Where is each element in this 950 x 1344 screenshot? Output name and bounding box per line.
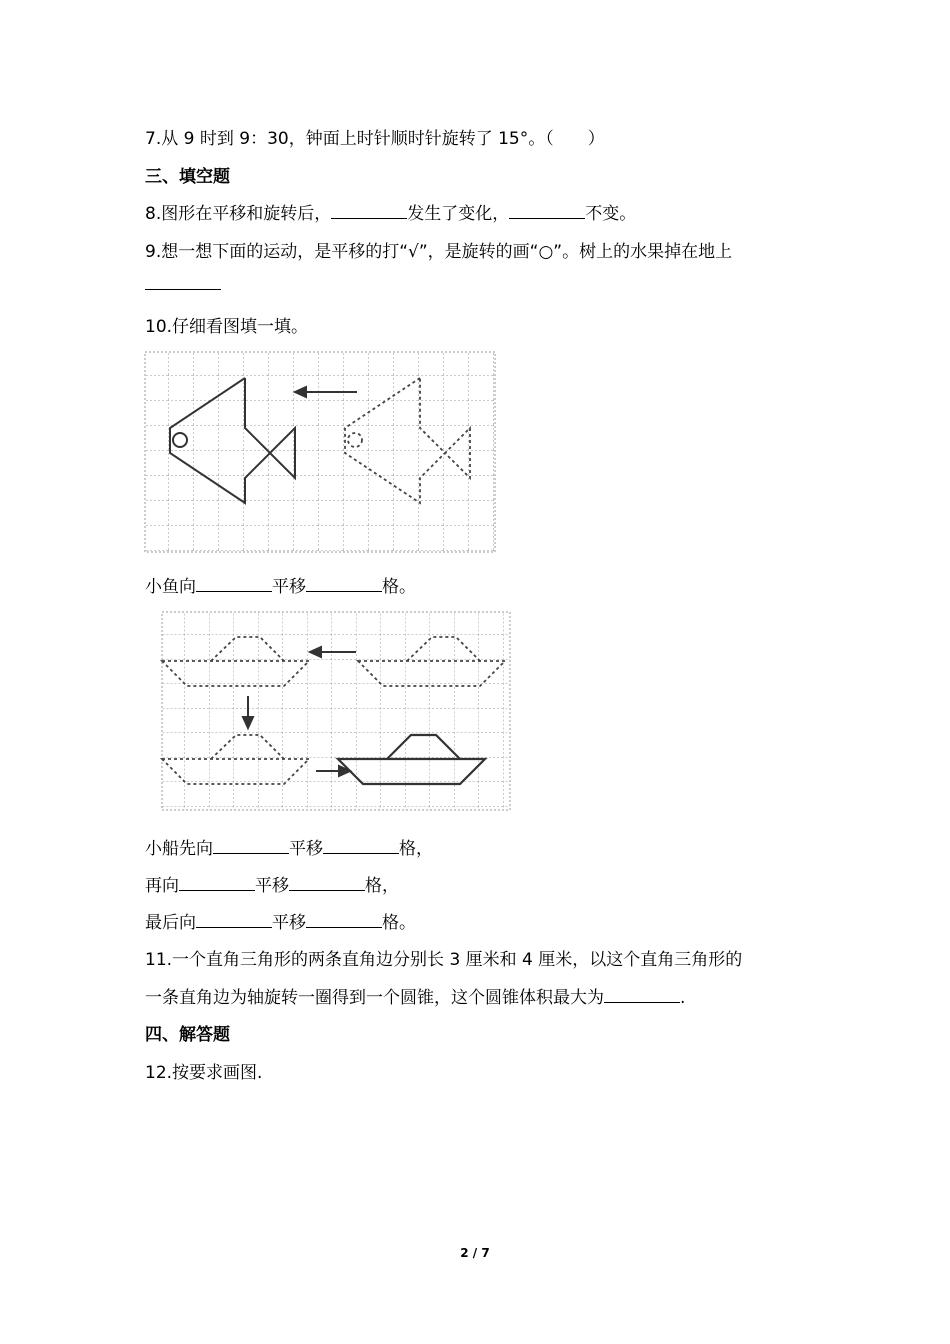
- question-8: [145, 199, 636, 224]
- fish-label-b: 平移: [272, 577, 306, 597]
- boat2-label-b: 平移: [255, 876, 289, 896]
- fish-translation-figure: [143, 350, 497, 555]
- boat1-steps-blank[interactable]: [323, 839, 399, 854]
- question-9: 9.想一想下面的运动，是平移的打“√”，是旋转的画“○”。树上的水果掉在地上: [145, 242, 733, 262]
- boat1-label-a: 小船先向: [145, 839, 213, 859]
- section-4-heading: 四、解答题: [145, 1025, 230, 1045]
- boat3-label-c: 格。: [382, 913, 416, 933]
- page-number: 2 / 7: [460, 1246, 490, 1260]
- boat1-label-b: 平移: [289, 839, 323, 859]
- q8-part-a: 8.图形在平移和旋转后，: [145, 204, 332, 224]
- question-10: 10.仔细看图填一填。: [145, 317, 309, 337]
- question-11-line-1: 11.一个直角三角形的两条直角边分别长 3 厘米和 4 厘米，以这个直角三角形的: [145, 950, 743, 970]
- boat-answer-line-1: [145, 834, 433, 859]
- boat3-direction-blank[interactable]: [196, 913, 272, 928]
- boat2-label-a: 再向: [145, 876, 179, 896]
- q9-answer-line: [145, 275, 221, 295]
- question-7: 7.从 9 时到 9：30，钟面上时针顺时针旋转了 15°。（ ）: [145, 129, 605, 149]
- fish-answer-line: [145, 572, 416, 597]
- boat3-label-a: 最后向: [145, 913, 196, 933]
- q8-part-b: 发生了变化，: [407, 204, 510, 224]
- q8-blank-2[interactable]: [509, 204, 585, 219]
- boat3-label-b: 平移: [272, 913, 306, 933]
- q9-blank[interactable]: [145, 275, 221, 290]
- boat2-label-c: 格，: [365, 876, 399, 896]
- boat2-steps-blank[interactable]: [289, 876, 365, 891]
- boat-answer-line-2: [145, 871, 399, 896]
- boat-answer-line-3: [145, 908, 416, 933]
- q8-part-c: 不变。: [585, 204, 637, 224]
- q8-blank-1[interactable]: [331, 204, 407, 219]
- q11-period: .: [680, 988, 686, 1008]
- boat1-label-c: 格，: [399, 839, 433, 859]
- question-12: 12.按要求画图.: [145, 1063, 263, 1083]
- question-11-line-2: [145, 983, 685, 1008]
- fish-label-c: 格。: [382, 577, 416, 597]
- q11-text: 一条直角边为轴旋转一圈得到一个圆锥，这个圆锥体积最大为: [145, 988, 604, 1008]
- fish-direction-blank[interactable]: [196, 577, 272, 592]
- q11-blank[interactable]: [604, 988, 680, 1003]
- boat3-steps-blank[interactable]: [306, 913, 382, 928]
- boat-translation-figure: [160, 610, 512, 812]
- fish-label-a: 小鱼向: [145, 577, 196, 597]
- boat1-direction-blank[interactable]: [213, 839, 289, 854]
- boat2-direction-blank[interactable]: [179, 876, 255, 891]
- section-3-heading: 三、填空题: [145, 167, 230, 187]
- fish-steps-blank[interactable]: [306, 577, 382, 592]
